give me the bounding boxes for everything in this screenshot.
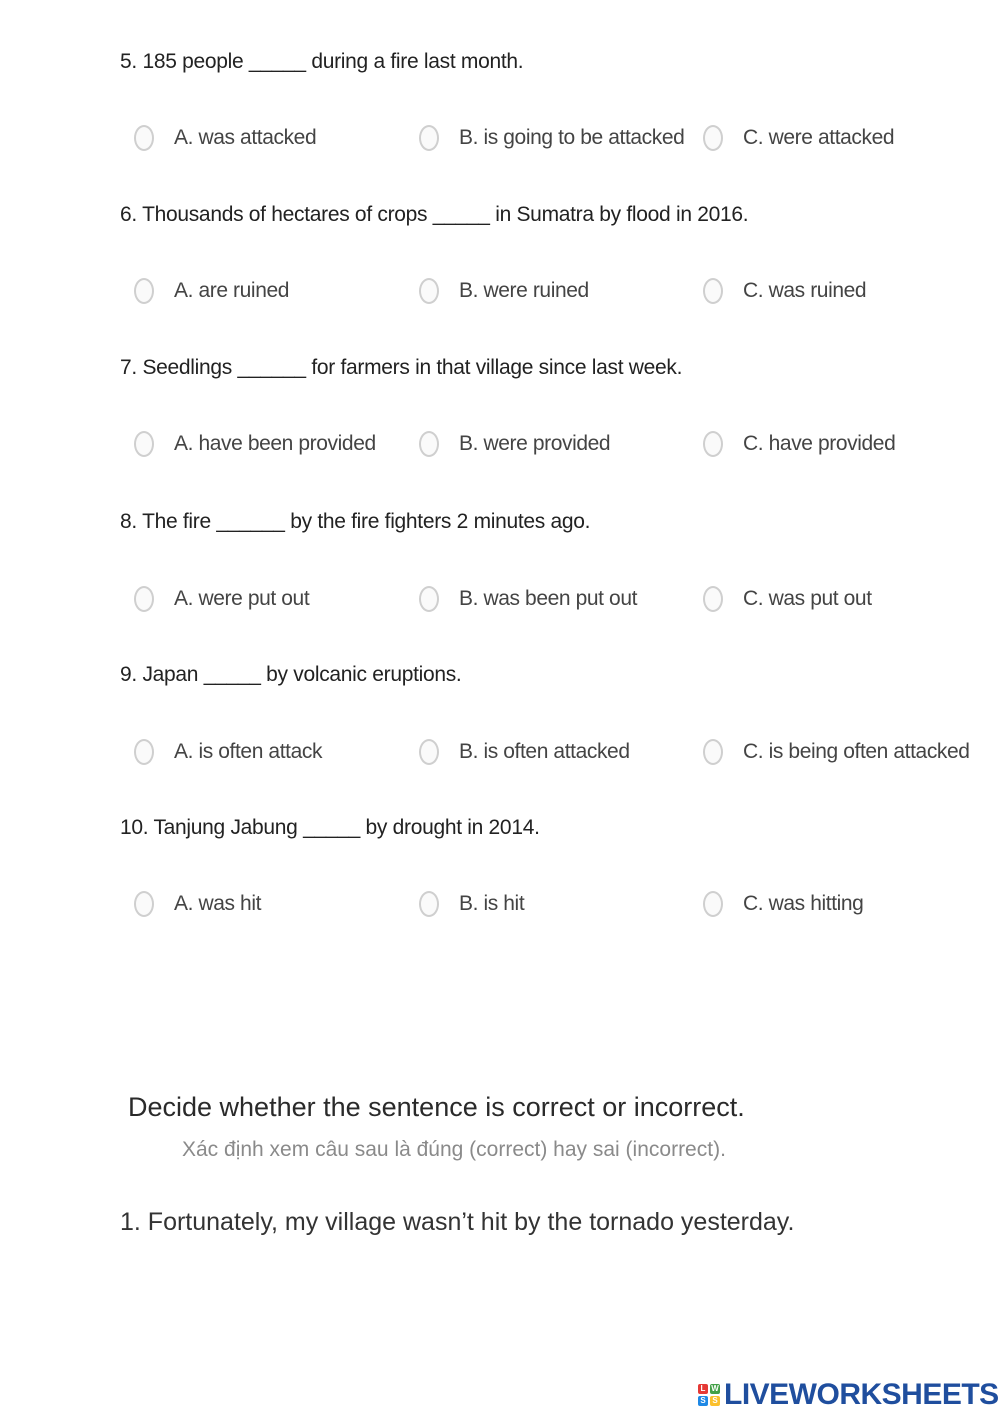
option-label: A. is often attack	[174, 740, 323, 763]
question-7: 7. Seedlings ______ for farmers in that village since last week.	[120, 356, 683, 379]
option-label: A. have been provided	[174, 432, 376, 455]
radio-button[interactable]	[419, 739, 439, 765]
option-label: B. is often attacked	[459, 740, 630, 763]
radio-button[interactable]	[419, 125, 439, 151]
q7-option-c[interactable]	[703, 431, 895, 457]
question-5: 5. 185 people _____ during a fire last month.	[120, 50, 524, 73]
radio-button[interactable]	[703, 586, 723, 612]
q5-option-a[interactable]	[134, 125, 316, 151]
liveworksheets-logo-icon	[698, 1384, 720, 1406]
q7-option-a[interactable]	[134, 431, 376, 457]
true-false-sentence: 1. Fortunately, my village wasn’t hit by the tornado yesterday.	[120, 1208, 795, 1236]
option-label: A. was hit	[174, 892, 262, 915]
option-label: B. were ruined	[459, 279, 589, 302]
radio-button[interactable]	[134, 586, 154, 612]
q7-option-b[interactable]	[419, 431, 610, 457]
q8-option-b[interactable]	[419, 586, 637, 612]
radio-button[interactable]	[419, 586, 439, 612]
radio-button[interactable]	[134, 891, 154, 917]
q9-option-c[interactable]	[703, 739, 970, 765]
q9-option-b[interactable]	[419, 739, 630, 765]
logo-tile: S	[710, 1396, 720, 1406]
option-label: A. are ruined	[174, 279, 290, 302]
radio-button[interactable]	[134, 431, 154, 457]
q8-option-a[interactable]	[134, 586, 309, 612]
option-label: B. is going to be attacked	[459, 126, 685, 149]
question-8: 8. The fire ______ by the fire fighters 2 minutes ago.	[120, 510, 591, 533]
radio-button[interactable]	[134, 739, 154, 765]
liveworksheets-brand	[698, 1378, 999, 1412]
q6-option-c[interactable]	[703, 278, 866, 304]
logo-tile: W	[711, 1384, 719, 1393]
radio-button[interactable]	[419, 431, 439, 457]
option-label: C. was ruined	[743, 279, 867, 302]
q10-option-c[interactable]	[703, 891, 863, 917]
q8-option-c[interactable]	[703, 586, 872, 612]
option-label: B. were provided	[459, 432, 611, 455]
option-label: C. have provided	[743, 432, 896, 455]
radio-button[interactable]	[703, 891, 723, 917]
question-9: 9. Japan _____ by volcanic eruptions.	[120, 663, 462, 686]
option-label: A. was attacked	[174, 126, 317, 149]
logo-tile: S	[698, 1396, 708, 1406]
radio-button[interactable]	[134, 278, 154, 304]
option-label: B. is hit	[459, 892, 525, 915]
section-title: Decide whether the sentence is correct or incorrect.	[128, 1092, 745, 1122]
q5-option-c[interactable]	[703, 125, 894, 151]
question-6: 6. Thousands of hectares of crops _____ in Sumatra by flood in 2016.	[120, 203, 749, 226]
option-label: C. was hitting	[743, 892, 864, 915]
option-label: B. was been put out	[459, 587, 638, 610]
q10-option-a[interactable]	[134, 891, 261, 917]
radio-button[interactable]	[703, 278, 723, 304]
brand-name: LIVEWORKSHEETS	[724, 1378, 999, 1411]
q10-option-b[interactable]	[419, 891, 524, 917]
radio-button[interactable]	[134, 125, 154, 151]
radio-button[interactable]	[419, 891, 439, 917]
radio-button[interactable]	[703, 739, 723, 765]
q5-option-b[interactable]	[419, 125, 684, 151]
q6-option-a[interactable]	[134, 278, 289, 304]
radio-button[interactable]	[703, 431, 723, 457]
option-label: C. is being often attacked	[743, 740, 970, 763]
option-label: C. were attacked	[743, 126, 895, 149]
q6-option-b[interactable]	[419, 278, 589, 304]
radio-button[interactable]	[703, 125, 723, 151]
section-subtitle: Xác định xem câu sau là đúng (correct) hay sai (incorrect).	[182, 1138, 726, 1161]
option-label: C. was put out	[743, 587, 872, 610]
question-10: 10. Tanjung Jabung _____ by drought in 2014.	[120, 816, 540, 839]
logo-tile: L	[698, 1384, 708, 1394]
radio-button[interactable]	[419, 278, 439, 304]
q9-option-a[interactable]	[134, 739, 322, 765]
option-label: A. were put out	[174, 587, 310, 610]
